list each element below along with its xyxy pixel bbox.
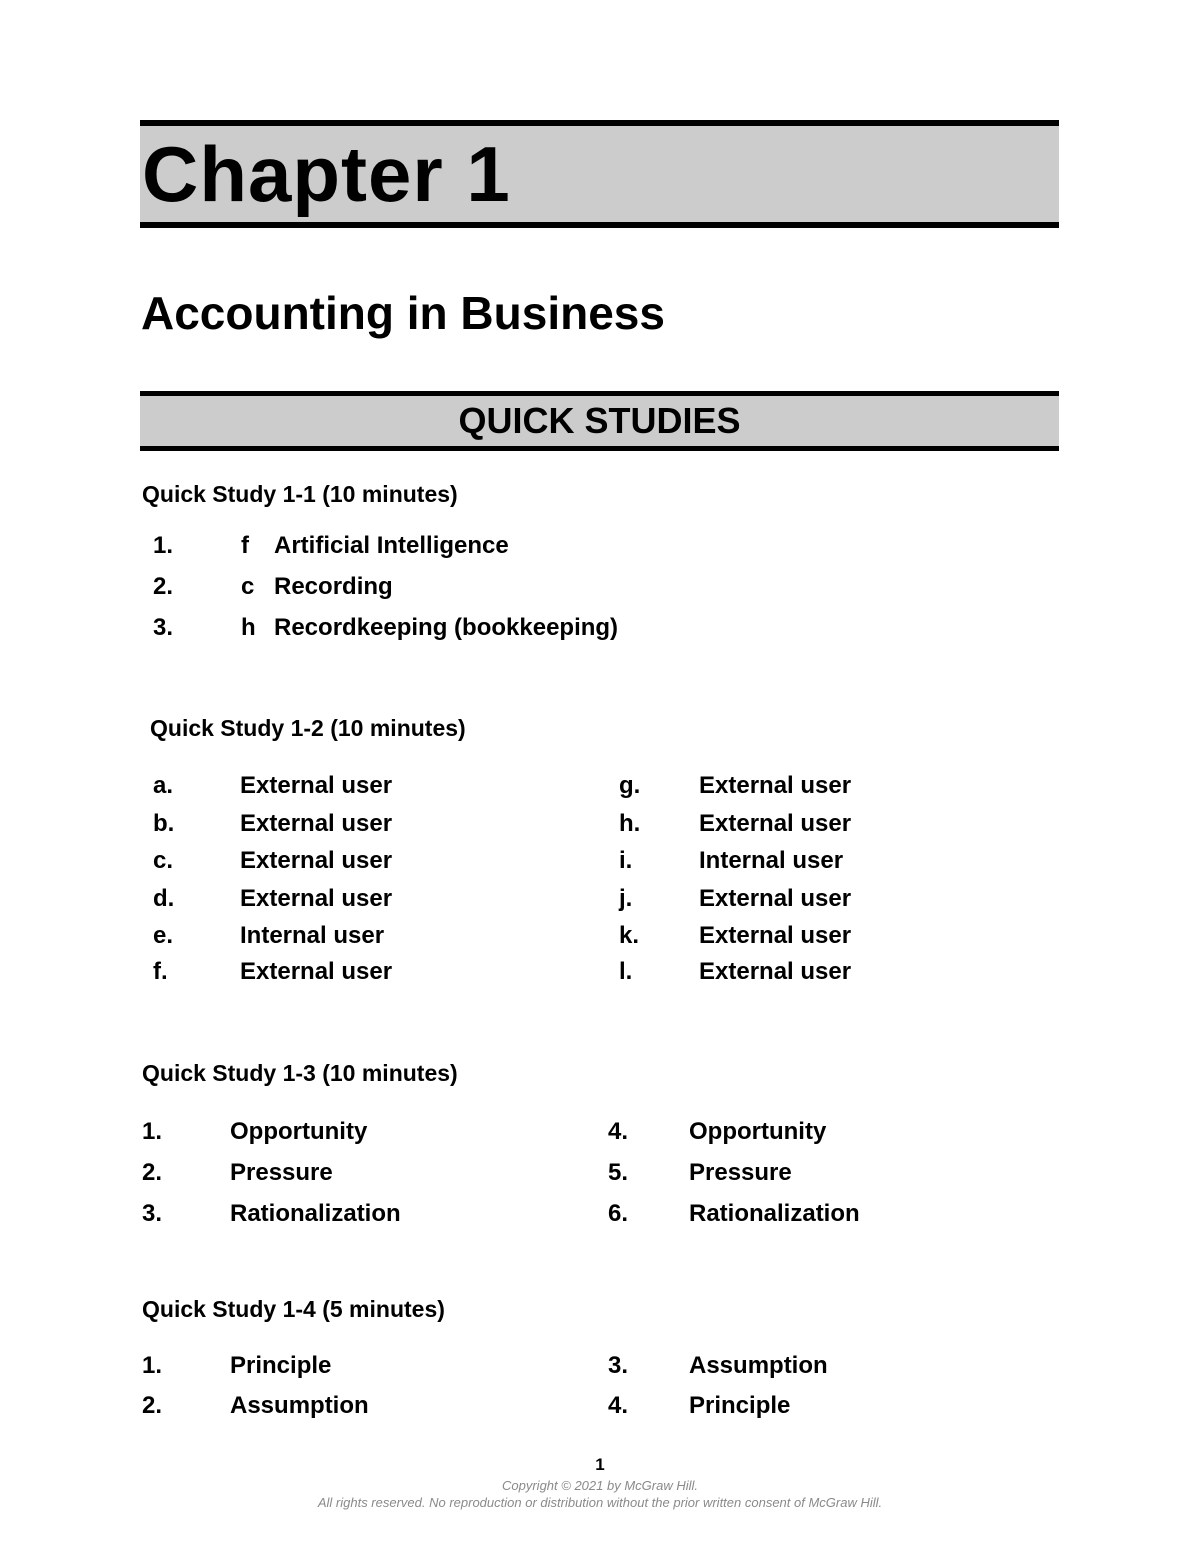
qs2-item-label: a. [153,772,174,799]
qs4-item-value: Principle [230,1352,332,1379]
qs2-item-label: f. [153,958,168,985]
qs1-heading: Quick Study 1-1 (10 minutes) [142,481,458,507]
qs2-item-label: h. [619,810,641,837]
page-number: 1 [595,1455,605,1474]
qs3-item-value: Rationalization [230,1200,401,1227]
qs1-item-letter: h [241,614,256,641]
qs3-item-value: Rationalization [689,1200,860,1227]
qs2-item-label: j. [619,885,633,912]
chapter-title: Chapter 1 [142,130,511,218]
qs4-item-value: Assumption [689,1352,828,1379]
qs2-item-label: e. [153,922,174,949]
qs2-item-value: External user [699,885,852,912]
qs2-item-label: d. [153,885,175,912]
qs2-item-label: k. [619,922,640,949]
qs2-item-value: External user [699,958,852,985]
qs1-item-term: Recordkeeping (bookkeeping) [274,614,619,641]
section-title: QUICK STUDIES [458,400,741,441]
qs2-item-value: External user [240,810,393,837]
qs4-item-value: Principle [689,1392,791,1419]
qs3-item-value: Pressure [230,1159,333,1186]
qs3-item-label: 4. [608,1118,629,1145]
qs1-item-letter: f [241,532,249,559]
qs3-item-value: Pressure [689,1159,792,1186]
qs3-item-value: Opportunity [689,1118,827,1145]
qs3-item-value: Opportunity [230,1118,368,1145]
qs2-item-value: External user [699,922,852,949]
qs3-item-label: 5. [608,1159,629,1186]
qs1-item-number: 3. [153,614,174,641]
qs4-item-label: 3. [608,1352,629,1379]
qs3-heading: Quick Study 1-3 (10 minutes) [142,1060,458,1086]
qs3-item-label: 6. [608,1200,629,1227]
qs4-item-label: 2. [142,1392,163,1419]
qs3-item-label: 1. [142,1118,163,1145]
qs1-item-number: 1. [153,532,174,559]
qs2-item-label: l. [619,958,633,985]
qs3-item-label: 3. [142,1200,163,1227]
qs2-item-value: External user [240,772,393,799]
rights-notice: All rights reserved. No reproduction or distribution without the prior written consent of McGraw Hill. [317,1495,883,1510]
qs2-item-label: i. [619,847,633,874]
qs2-item-value: External user [699,810,852,837]
qs2-item-label: g. [619,772,641,799]
qs4-item-label: 1. [142,1352,163,1379]
qs4-heading: Quick Study 1-4 (5 minutes) [142,1296,445,1322]
qs1-item-letter: c [241,573,255,600]
qs2-item-value: External user [699,772,852,799]
qs2-heading: Quick Study 1-2 (10 minutes) [150,715,466,741]
qs3-item-label: 2. [142,1159,163,1186]
qs2-item-value: Internal user [240,922,385,949]
qs2-item-value: External user [240,847,393,874]
qs1-item-term: Recording [274,573,393,600]
qs4-item-value: Assumption [230,1392,369,1419]
qs4-item-label: 4. [608,1392,629,1419]
qs1-item-term: Artificial Intelligence [274,532,509,559]
qs2-item-value: External user [240,958,393,985]
qs2-item-label: b. [153,810,175,837]
copyright-notice: Copyright © 2021 by McGraw Hill. [502,1478,698,1493]
qs2-item-value: External user [240,885,393,912]
qs2-item-value: Internal user [699,847,844,874]
qs2-item-label: c. [153,847,174,874]
qs1-item-number: 2. [153,573,174,600]
chapter-subtitle: Accounting in Business [141,287,665,339]
